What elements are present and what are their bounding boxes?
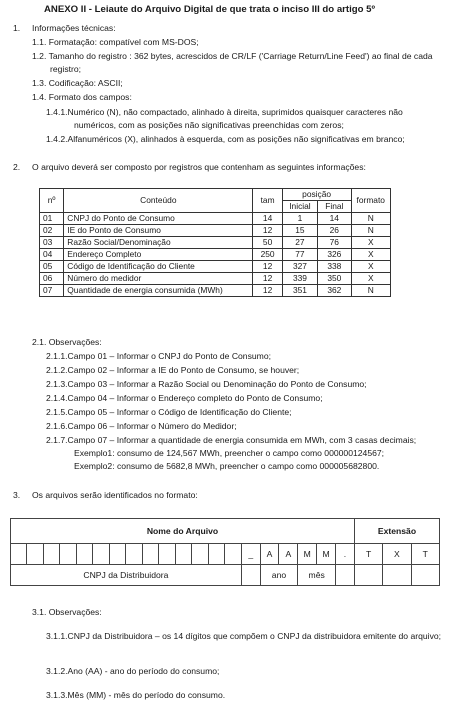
cnpj-digit-cell bbox=[225, 544, 241, 565]
cell-n: 01 bbox=[40, 213, 64, 225]
cnpj-digit-cell bbox=[208, 544, 224, 565]
cnpj-digit-cell bbox=[109, 544, 125, 565]
cnpj-digit-cell bbox=[76, 544, 92, 565]
obs-2-1-6: 2.1.6.Campo 06 – Informar o Número do Medidor; bbox=[46, 421, 237, 431]
cnpj-digit-cell bbox=[43, 544, 59, 565]
cell-tam: 12 bbox=[253, 225, 282, 237]
cell-n: 05 bbox=[40, 261, 64, 273]
obs-2-1-7: 2.1.7.Campo 07 – Informar a quantidade de energia consumida em MWh, com 3 casas decimais; bbox=[46, 435, 417, 445]
year-char-cell: A bbox=[260, 544, 279, 565]
cell-conteudo: IE do Ponto de Consumo bbox=[64, 225, 253, 237]
table-row bbox=[40, 237, 391, 249]
cell-final: 362 bbox=[318, 285, 351, 297]
item-1-4-2: 1.4.2.Alfanuméricos (X), alinhados à esquerda, com as posições não significativas em branco; bbox=[46, 134, 405, 144]
item-1-3: 1.3. Codificação: ASCII; bbox=[32, 78, 123, 88]
cnpj-digit-cell bbox=[192, 544, 208, 565]
blank-cell bbox=[411, 565, 440, 586]
cell-formato: X bbox=[351, 273, 391, 285]
cnpj-digit-cell bbox=[126, 544, 142, 565]
table-row bbox=[40, 213, 391, 225]
cell-inicial: 339 bbox=[282, 273, 317, 285]
table-row bbox=[40, 273, 391, 285]
ext-char-cell: T bbox=[354, 544, 382, 565]
blank-cell bbox=[383, 565, 411, 586]
cell-n: 06 bbox=[40, 273, 64, 285]
cell-formato: X bbox=[351, 249, 391, 261]
cell-conteudo: Quantidade de energia consumida (MWh) bbox=[64, 285, 253, 297]
cell-formato: N bbox=[351, 225, 391, 237]
table-row bbox=[40, 285, 391, 297]
file-name-header: Nome do Arquivo bbox=[11, 519, 355, 544]
cell-tam: 12 bbox=[253, 273, 282, 285]
obs-2-1-3: 2.1.3.Campo 03 – Informar a Razão Social ou Denominação do Ponto de Consumo; bbox=[46, 379, 367, 389]
cell-final: 338 bbox=[318, 261, 351, 273]
cell-formato: N bbox=[351, 213, 391, 225]
table-row bbox=[40, 249, 391, 261]
section-3-1-heading: 3.1. Observações: bbox=[32, 607, 102, 617]
col-header-inicial: Inicial bbox=[282, 201, 317, 213]
col-header-n: nº bbox=[40, 189, 64, 213]
cnpj-digit-cell bbox=[142, 544, 158, 565]
cnpj-digit-cell bbox=[11, 544, 27, 565]
underscore-cell: _ bbox=[241, 544, 260, 565]
obs-2-1-4: 2.1.4.Campo 04 – Informar o Endereço completo do Ponto de Consumo; bbox=[46, 393, 323, 403]
cell-tam: 12 bbox=[253, 261, 282, 273]
item-1-2-line1: 1.2. Tamanho do registro : 362 bytes, acrescidos de CR/LF ('Carriage Return/Line Feed') ao final de cada bbox=[32, 51, 433, 61]
cnpj-label: CNPJ da Distribuidora bbox=[11, 565, 242, 586]
cell-inicial: 15 bbox=[282, 225, 317, 237]
section-2-number: 2. bbox=[13, 162, 21, 172]
cell-formato: X bbox=[351, 261, 391, 273]
item-1-4: 1.4. Formato dos campos: bbox=[32, 92, 132, 102]
cnpj-digit-cell bbox=[93, 544, 109, 565]
cell-n: 07 bbox=[40, 285, 64, 297]
ext-char-cell: X bbox=[383, 544, 411, 565]
cell-final: 76 bbox=[318, 237, 351, 249]
cell-final: 326 bbox=[318, 249, 351, 261]
cell-n: 04 bbox=[40, 249, 64, 261]
cell-inicial: 327 bbox=[282, 261, 317, 273]
blank-cell bbox=[336, 565, 355, 586]
cnpj-digit-cell bbox=[60, 544, 76, 565]
cnpj-digit-cell bbox=[175, 544, 191, 565]
col-header-conteudo: Conteúdo bbox=[64, 189, 253, 213]
obs-2-1-2: 2.1.2.Campo 02 – Informar a IE do Ponto de Consumo, se houver; bbox=[46, 365, 300, 375]
cell-final: 14 bbox=[318, 213, 351, 225]
cell-conteudo: Código de Identificação do Cliente bbox=[64, 261, 253, 273]
cell-conteudo: Endereço Completo bbox=[64, 249, 253, 261]
cell-tam: 12 bbox=[253, 285, 282, 297]
blank-cell bbox=[241, 565, 260, 586]
cell-final: 26 bbox=[318, 225, 351, 237]
extension-header: Extensão bbox=[354, 519, 439, 544]
section-3-number: 3. bbox=[13, 490, 21, 500]
item-1-4-1-line1: 1.4.1.Numérico (N), não compactado, alinhado à direita, suprimidos quaisquer caracteres não bbox=[46, 107, 403, 117]
page-title: ANEXO II - Leiaute do Arquivo Digital de que trata o inciso III do artigo 5º bbox=[44, 4, 375, 15]
cell-inicial: 77 bbox=[282, 249, 317, 261]
cell-inicial: 351 bbox=[282, 285, 317, 297]
ext-char-cell: T bbox=[411, 544, 440, 565]
cell-n: 03 bbox=[40, 237, 64, 249]
month-char-cell: M bbox=[298, 544, 317, 565]
obs-2-1-5: 2.1.5.Campo 05 – Informar o Código de Identificação do Cliente; bbox=[46, 407, 292, 417]
section-1-heading: Informações técnicas: bbox=[32, 23, 116, 33]
item-1-1: 1.1. Formatação: compatível com MS-DOS; bbox=[32, 37, 199, 47]
cell-tam: 14 bbox=[253, 213, 282, 225]
cell-final: 350 bbox=[318, 273, 351, 285]
obs-2-1-1: 2.1.1.Campo 01 – Informar o CNPJ do Ponto de Consumo; bbox=[46, 351, 271, 361]
year-char-cell: A bbox=[279, 544, 298, 565]
format-labels-row bbox=[11, 565, 440, 586]
cnpj-digit-cell bbox=[27, 544, 43, 565]
section-2-1-heading: 2.1. Observações: bbox=[32, 337, 102, 347]
obs-3-1-2: 3.1.2.Ano (AA) - ano do período do consumo; bbox=[46, 666, 220, 676]
year-label: ano bbox=[260, 565, 298, 586]
item-1-4-1-line2: numéricos, com as posições não significativas preenchidas com zeros; bbox=[74, 120, 344, 130]
cell-conteudo: Razão Social/Denominação bbox=[64, 237, 253, 249]
col-header-posicao: posição bbox=[282, 189, 351, 201]
cell-conteudo: Número do medidor bbox=[64, 273, 253, 285]
record-layout-table bbox=[39, 188, 391, 297]
cell-n: 02 bbox=[40, 225, 64, 237]
cnpj-digit-cell bbox=[159, 544, 175, 565]
cell-tam: 250 bbox=[253, 249, 282, 261]
col-header-formato: formato bbox=[351, 189, 391, 213]
cell-formato: N bbox=[351, 285, 391, 297]
cell-conteudo: CNPJ do Ponto de Consumo bbox=[64, 213, 253, 225]
cell-inicial: 1 bbox=[282, 213, 317, 225]
cell-formato: X bbox=[351, 237, 391, 249]
section-1-number: 1. bbox=[13, 23, 21, 33]
item-1-2-line2: registro; bbox=[50, 64, 82, 74]
file-name-format-table bbox=[10, 518, 440, 586]
section-2-heading: O arquivo deverá ser composto por registros que contenham as seguintes informações: bbox=[32, 162, 366, 172]
blank-cell bbox=[354, 565, 382, 586]
table-row bbox=[40, 261, 391, 273]
section-3-heading: Os arquivos serão identificados no formato: bbox=[32, 490, 198, 500]
month-char-cell: M bbox=[317, 544, 336, 565]
example-2: Exemplo2: consumo de 5682,8 MWh, preencher o campo como 000005682800. bbox=[74, 461, 380, 471]
example-1: Exemplo1: consumo de 124,567 MWh, preencher o campo como 000000124567; bbox=[74, 448, 385, 458]
table-row bbox=[40, 225, 391, 237]
cell-inicial: 27 bbox=[282, 237, 317, 249]
obs-3-1-3: 3.1.3.Mês (MM) - mês do período do consumo. bbox=[46, 690, 226, 700]
col-header-tam: tam bbox=[253, 189, 282, 213]
dot-cell: . bbox=[336, 544, 355, 565]
month-label: mês bbox=[298, 565, 336, 586]
cell-tam: 50 bbox=[253, 237, 282, 249]
obs-3-1-1: 3.1.1.CNPJ da Distribuidora – os 14 dígitos que compõem o CNPJ da distribuidora emitente do arquivo; bbox=[46, 631, 442, 641]
format-cells-row bbox=[11, 544, 440, 565]
col-header-final: Final bbox=[318, 201, 351, 213]
